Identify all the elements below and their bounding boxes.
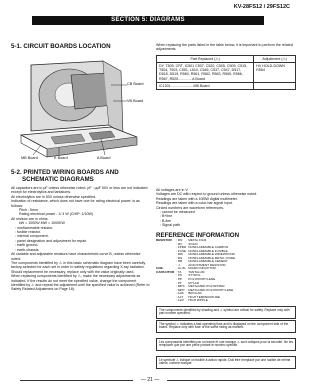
reference-cell: MYLAR xyxy=(188,280,199,285)
parts-table-cell: DY, T505, CRT, IC501 C507, C520, C505, C509, C515, T504, T503, C551, L510, C546, C537, C547, D517, D518, D519, R560, R561, R562, R563, R565, R566, R567, R525..............A Board xyxy=(157,63,254,83)
label-cb-board: CB Board xyxy=(127,82,144,86)
note: Pitch : 5mm xyxy=(19,208,38,213)
note: : panel designation and adjustment for repair. xyxy=(15,238,87,243)
note: All voltages are in V. xyxy=(156,188,189,192)
label-mb-board: MB Board xyxy=(21,156,38,160)
label-a-board: A Board xyxy=(97,156,111,160)
note: : fusible resistor. xyxy=(15,230,41,235)
reference-cell: : RW xyxy=(176,252,183,257)
right-intro: When replacing the parts listed in the table below, it is important to perform the related adjustments. xyxy=(156,43,293,52)
note: : B-line xyxy=(160,218,172,223)
model-number: KV-28FS12 / 29FS12C xyxy=(233,4,290,10)
section-title: SECTION 5: DIAGRAMS xyxy=(32,16,264,25)
reference-cell: : RB xyxy=(176,259,183,264)
reference-cell: METALIZED POLYPROPYLENE xyxy=(188,287,234,292)
reference-cell: : ALB xyxy=(176,291,184,296)
reference-cell: : RN xyxy=(176,238,183,242)
reference-cell: TANTALUM xyxy=(188,269,205,274)
note: Rating electrical power : 1/ 4 W (CHIP: 1/10W) xyxy=(19,212,94,217)
heading-wiring-2: SCHEMATIC DIAGRAMS xyxy=(22,176,94,183)
safety-warning-1: The components identified by shading and ⚠ symbol are critical for safety. Replace only with part number specified. xyxy=(156,306,296,319)
reference-cell: STYROL xyxy=(188,273,201,278)
reference-cell: NONFLAMMABLE FUSIBLE xyxy=(188,248,228,253)
reference-cell: METAL FILM xyxy=(188,238,207,242)
note: : B+line xyxy=(160,214,173,219)
chassis-illustration xyxy=(11,55,151,164)
reference-cell: : PT xyxy=(176,280,182,285)
note: : cannot be measured xyxy=(160,210,195,215)
left-notes xyxy=(11,186,151,292)
reference-cell: CAPACITOR xyxy=(156,269,175,274)
note: : Signal path xyxy=(160,223,180,228)
reference-cell: : ⚠ xyxy=(176,262,181,267)
reference-cell: NONFLAMMABLE CARBON xyxy=(188,245,228,250)
note: : earth-chassis. xyxy=(15,247,40,252)
heading-wiring-1: 5-2. PRINTED WIRING BOARDS AND xyxy=(11,169,119,176)
parts-table-header-right: Adjustment (⚠) xyxy=(254,56,296,63)
reference-cell: : MPP xyxy=(176,287,185,292)
reference-cell: POLYPROPYLENE xyxy=(188,277,216,282)
reference-cell: : RS xyxy=(176,255,183,260)
note: All resistor are in ohms. xyxy=(11,216,49,221)
parts-table-header-left: Part Replaced (⚠) xyxy=(157,56,254,63)
reference-cell: NONFLAMMABLE WIREWOUND xyxy=(188,252,235,257)
note: All variable and adjustable resistors have characteristic curve B, unless otherwise noted. xyxy=(11,252,141,261)
reference-cell: BIPOLAR xyxy=(188,291,202,296)
reference-cell xyxy=(156,299,176,303)
note: The components identified by ⚠ in this basic schematic diagram have been carefully factory-selected for each set in order to satisfy regulations regarding X-ray radiation. Should replacement be necessary, replace only with the value originally used. xyxy=(11,260,146,274)
note: Indication of resistance, which does not have one for rating electrical power, is as follows: xyxy=(11,199,140,208)
page-number: — 21 — xyxy=(133,377,167,383)
note: kW = 1000W MW = 1000KW xyxy=(19,221,65,226)
page-number-wrap xyxy=(0,377,300,383)
reference-cell: METALIZED POLYESTER xyxy=(188,284,225,289)
reference-table xyxy=(156,239,237,303)
note: All electrolytics are in 50V unless otherwise specified. xyxy=(11,194,97,199)
note: Circled numbers are waveform references. xyxy=(156,205,224,210)
safety-warning-4: Le symbole ⚠ indique un fusible à action rapide. Doit être remplacé par une fusible de même valeur, comme marqué. xyxy=(156,356,296,369)
reference-cell: COIL xyxy=(156,266,164,271)
reference-cell: : MPS xyxy=(176,284,185,289)
note: : internal component. xyxy=(15,234,49,239)
safety-warning-3: Les composants identifiés par un trame et une marque ⚠ sont critiques pour la sécurité. Ne les remplacer que par une pièce portant le numéro spécifié. xyxy=(156,338,296,351)
reference-cell: : TA xyxy=(176,269,182,274)
safety-warning-2: The symbol ⚠ indicates a fast operating fuse and is displayed on the component side of the board. Replace only with fuse of the same rating as marked. xyxy=(156,320,296,333)
parts-table xyxy=(156,55,296,90)
parts-table-cell: IC1301.......................MB Board xyxy=(157,82,254,89)
reference-cell: HIGH RIPPLE xyxy=(188,298,208,303)
reference-cell: MICRO INDUCTOR xyxy=(188,266,216,271)
reference-cell: : FUSE xyxy=(176,248,187,253)
reference-cell: RESISTOR xyxy=(156,238,172,242)
reference-cell: : LF-8L xyxy=(176,266,186,271)
reference-cell: : RC xyxy=(176,241,183,246)
reference-cell: NONFLAMMABLE CEMENT xyxy=(188,259,228,264)
reference-cell: : FPRD xyxy=(176,245,187,250)
reference-cell: NONFLAMMABLE METAL OXIDE xyxy=(188,255,236,260)
note: Voltages are DC with respect to ground unless otherwise noted. xyxy=(156,192,258,197)
note: All capacitors are in µF unless otherwise noted. pF : µµF 50V or less are not indicated except for electrolytics and tantalums. xyxy=(11,186,148,195)
note: When replacing components identified by ⚠, make the necessary adjustments as indicated. If the results do not meet the specified value, change the component identified by ⚠ and repeat the adjustment until the specified value is achieved (Refer to Safety Related Adjustment on Page 18). xyxy=(11,274,150,292)
reference-cell: : ALR xyxy=(176,298,184,303)
parts-table-cell xyxy=(254,82,296,89)
reference-cell: SOLID xyxy=(188,241,198,246)
note: : earth ground. xyxy=(15,243,39,248)
right-notes xyxy=(156,188,296,228)
reference-cell: ADJUSTMENT RESISTOR xyxy=(188,262,226,267)
reference-cell: HIGH TEMPERATURE xyxy=(188,294,220,299)
parts-table-cell: HV HOLD-DOWN R564 xyxy=(254,63,296,83)
reference-cell: : PS xyxy=(176,273,182,278)
reference-cell: : ALT xyxy=(176,294,184,299)
label-k-board: K Board xyxy=(54,156,68,160)
reference-row xyxy=(156,299,237,303)
heading-circuit-boards: 5-1. CIRCUIT BOARDS LOCATION xyxy=(11,43,111,50)
reference-title: REFERENCE INFORMATION xyxy=(156,232,240,239)
note: : nonflammable resistor. xyxy=(15,225,54,230)
label-vb-board: VB Board xyxy=(127,99,144,103)
note: Readings are taken with a 10MW digital multimeter. xyxy=(156,196,238,201)
reference-cell: : PP xyxy=(176,277,182,282)
note: Readings are taken with a color-bar signal input. xyxy=(156,201,233,206)
